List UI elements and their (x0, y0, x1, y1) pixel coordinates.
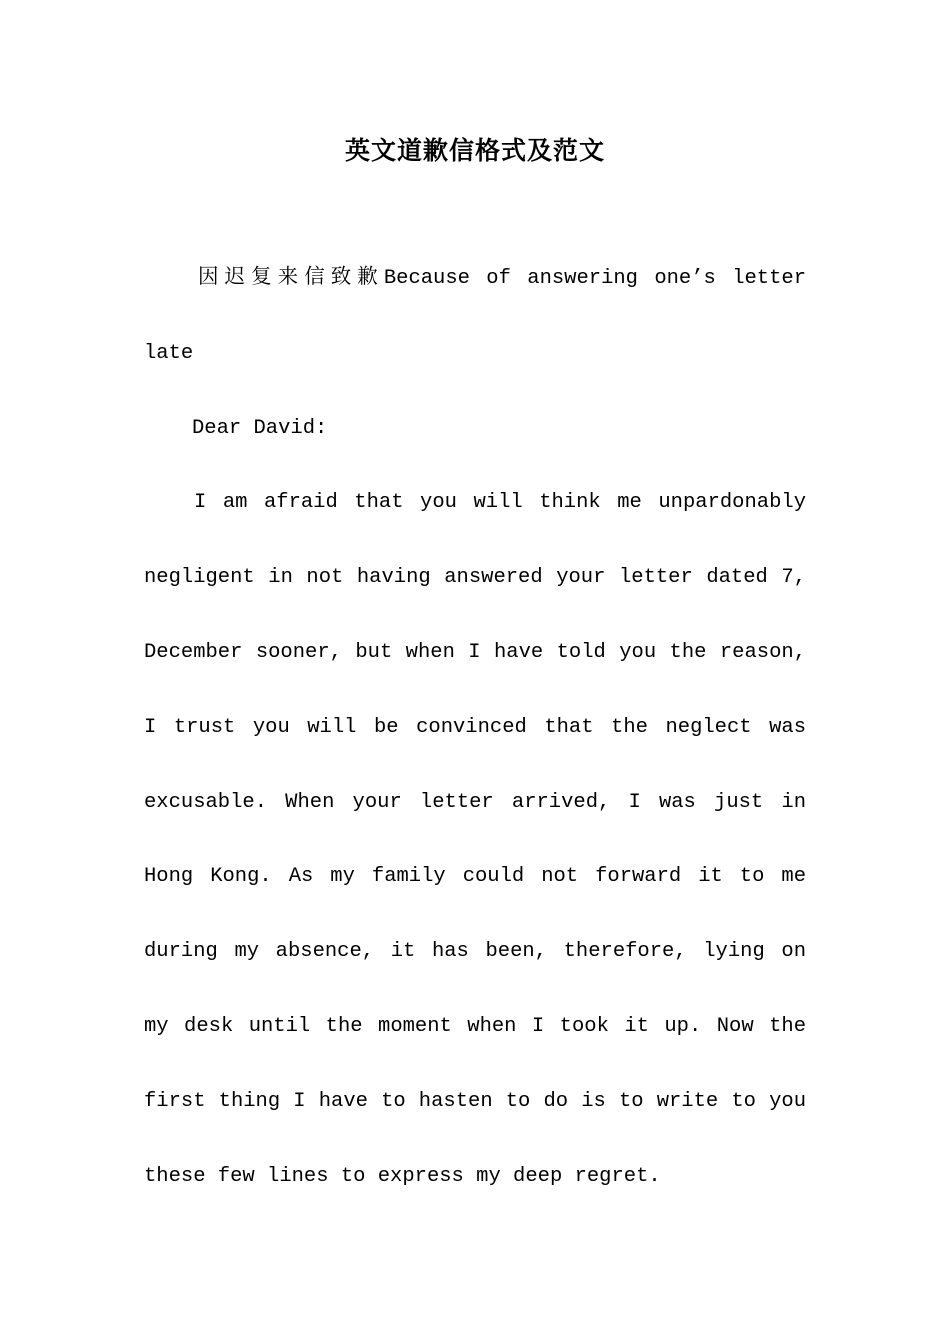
letter-heading (144, 239, 806, 392)
heading-english: Because of answering one’s letter late (144, 267, 807, 365)
letter-paragraph: I am afraid that you will think me unpardonably negligent in not having answered your letter dated 7, December sooner, but when I have told you the reason, I trust you will be convinced that the neglect was excusable. When your letter arrived, I was just in Hong Kong. As my family could not forward it to me during my absence, it has been, therefore, lying on my desk until the moment when I took it up. Now the first thing I have to hasten to do is to write to you these few lines to express my deep regret. (144, 491, 806, 1188)
letter-body (144, 239, 806, 1214)
letter-salutation: Dear David: (192, 416, 328, 440)
document-title: 英文道歉信格式及范文 (344, 136, 605, 165)
heading-chinese: 因迟复来信致歉 (198, 264, 384, 288)
